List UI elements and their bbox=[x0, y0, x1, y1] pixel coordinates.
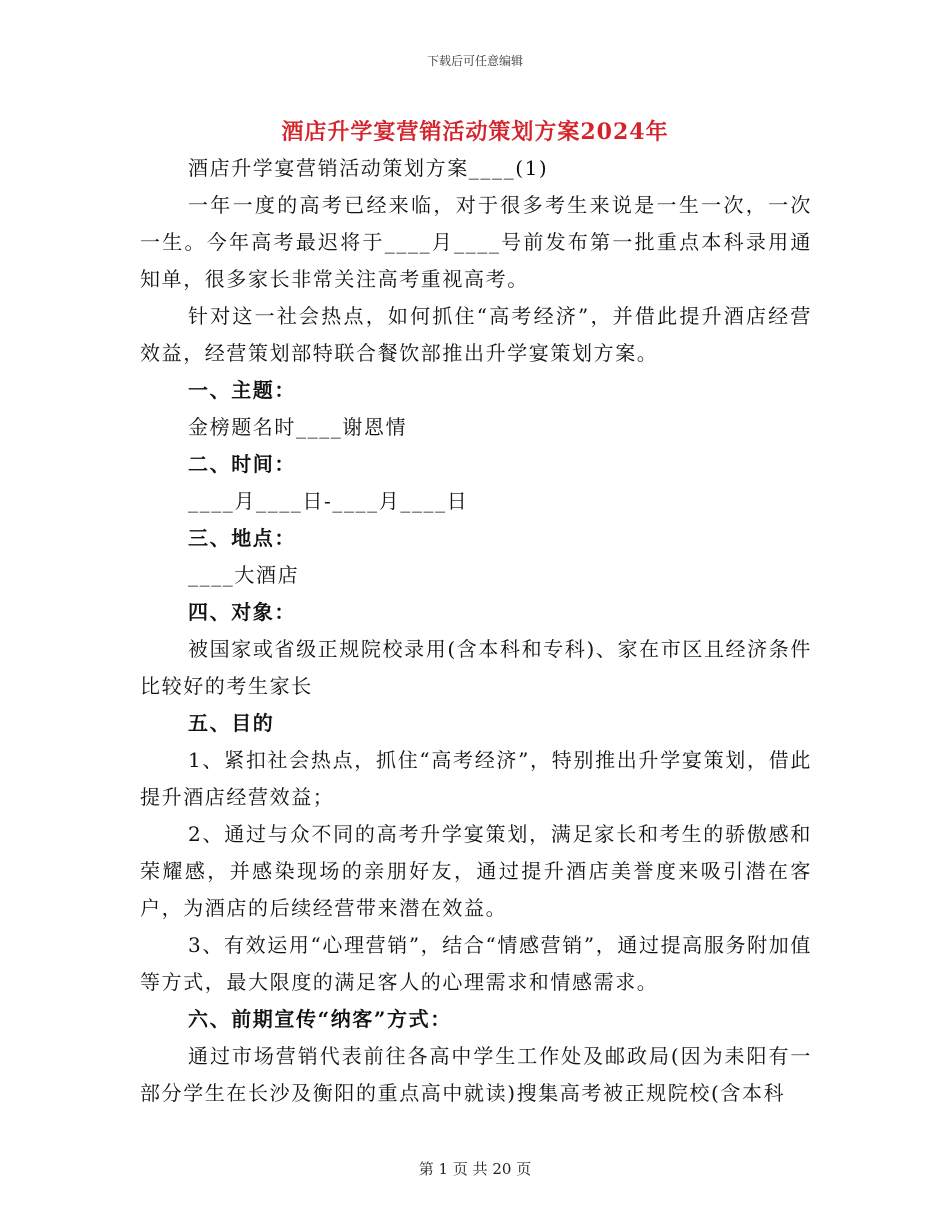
paragraph: 针对这一社会热点，如何抓住“高考经济”，并借此提升酒店经营效益，经营策划部特联合餐饮部推出升学宴策划方案。 bbox=[140, 304, 812, 365]
document-body bbox=[140, 150, 812, 1112]
paragraph: 酒店升学宴营销活动策划方案____(1) bbox=[188, 156, 549, 180]
section-heading: 六、前期宣传“纳客”方式： bbox=[188, 1007, 452, 1031]
paragraph: 通过市场营销代表前往各高中学生工作处及邮政局(因为耒阳有一部分学生在长沙及衡阳的重点高中就读)搜集高考被正规院校(含本科 bbox=[140, 1044, 812, 1105]
document-title: 酒店升学宴营销活动策划方案2024年 bbox=[281, 119, 669, 145]
section-heading: 五、目的 bbox=[188, 711, 275, 735]
paragraph: 被国家或省级正规院校录用(含本科和专科)、家在市区且经济条件比较好的考生家长 bbox=[140, 637, 812, 698]
paragraph: ____大酒店 bbox=[188, 563, 300, 587]
page-footer: 第 1 页 共 20 页 bbox=[418, 1160, 532, 1178]
paragraph: 1、紧扣社会热点，抓住“高考经济”，特别推出升学宴策划，借此提升酒店经营效益； bbox=[140, 748, 812, 809]
section-heading: 一、主题： bbox=[188, 378, 296, 402]
paragraph: ____月____日-____月____日 bbox=[188, 489, 469, 513]
paragraph: 金榜题名时____谢恩情 bbox=[188, 415, 408, 439]
page-header: 下载后可任意编辑 bbox=[426, 54, 523, 68]
paragraph: 一年一度的高考已经来临，对于很多考生来说是一生一次，一次一生。今年高考最迟将于____月____号前发布第一批重点本科录用通知单，很多家长非常关注高考重视高考。 bbox=[140, 193, 812, 291]
section-heading: 二、时间： bbox=[188, 452, 296, 476]
section-heading: 三、地点： bbox=[188, 526, 296, 550]
section-heading: 四、对象： bbox=[188, 600, 296, 624]
paragraph: 2、通过与众不同的高考升学宴策划，满足家长和考生的骄傲感和荣耀感，并感染现场的亲朋好友，通过提升酒店美誉度来吸引潜在客户，为酒店的后续经营带来潜在效益。 bbox=[140, 822, 812, 920]
paragraph: 3、有效运用“心理营销”，结合“情感营销”，通过提高服务附加值等方式，最大限度的满足客人的心理需求和情感需求。 bbox=[140, 933, 812, 994]
